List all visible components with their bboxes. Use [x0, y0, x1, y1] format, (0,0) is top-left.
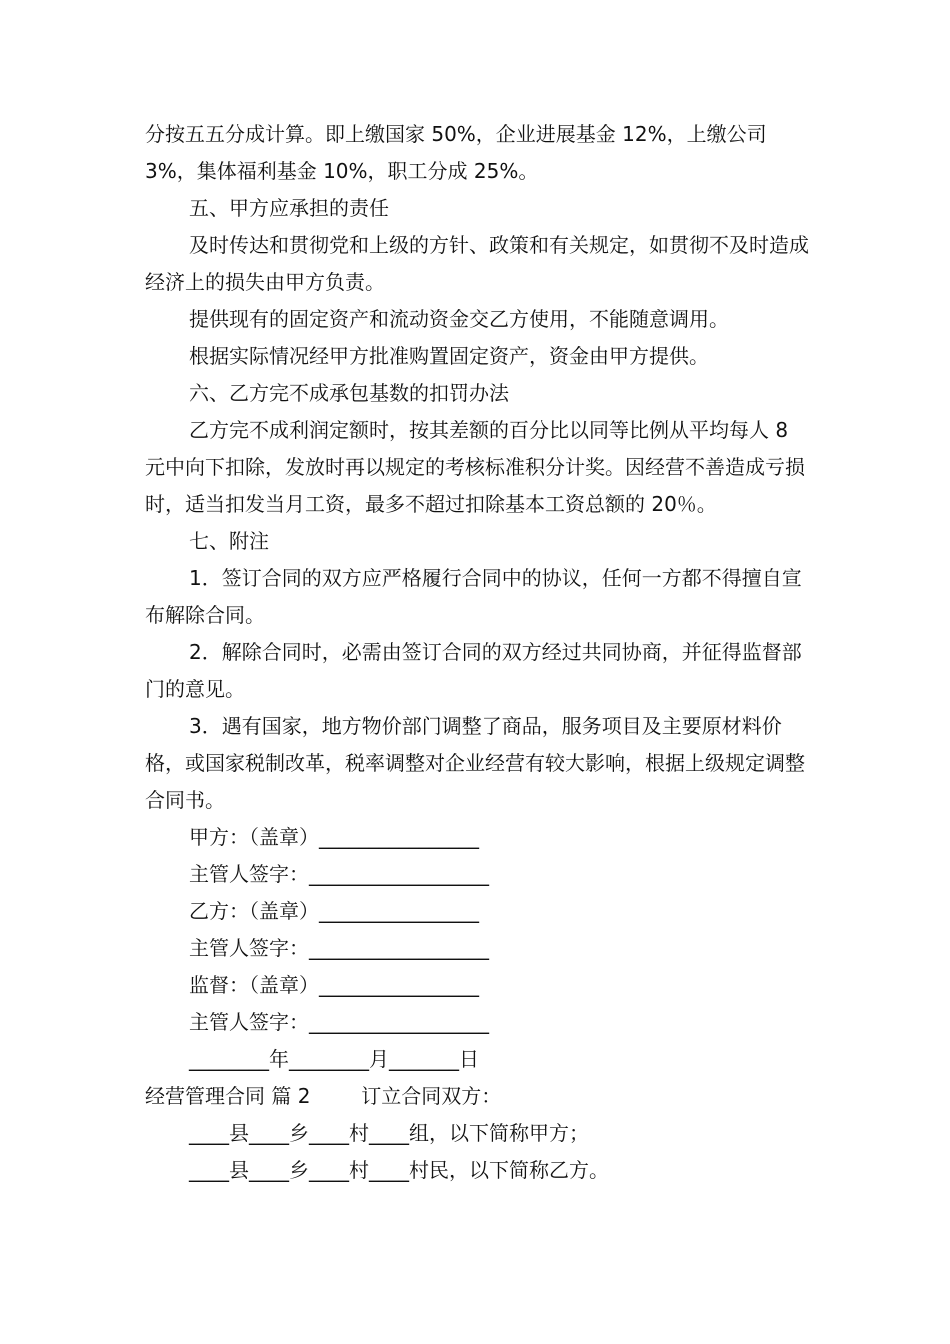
section-heading-7: 七、附注 [189, 529, 269, 553]
party-a-signer-line: 主管人签字：__________________ [189, 862, 489, 886]
paragraph-3: 提供现有的固定资产和流动资金交乙方使用，不能随意调用。 [189, 307, 729, 331]
date-line: ________年________月_______日 [189, 1047, 479, 1071]
paragraph-5: 乙方完不成利润定额时，按其差额的百分比以同等比例从平均每人 8 元中向下扣除，发放时再以规定的考核标准积分计奖。因经营不善造成亏损时，适当扣发当月工资，最多不超过扣除基本工资总额的 20％。 [145, 418, 805, 516]
party-a-definition: ____县____乡____村____组，以下简称甲方； [189, 1121, 589, 1145]
paragraph-2: 及时传达和贯彻党和上级的方针、政策和有关规定，如贯彻不及时造成经济上的损失由甲方负责。 [145, 233, 809, 294]
paragraph-1: 分按五五分成计算。即上缴国家 50%，企业进展基金 12%，上缴公司 3%，集体福利基金 10%，职工分成 25%。 [145, 122, 773, 183]
section-heading-6: 六、乙方完不成承包基数的扣罚办法 [189, 381, 509, 405]
section-heading-5: 五、甲方应承担的责任 [189, 196, 389, 220]
party-b-definition: ____县____乡____村____村民，以下简称乙方。 [189, 1158, 609, 1182]
document-page [145, 116, 810, 1189]
supervisor-signer-line: 主管人签字：__________________ [189, 1010, 489, 1034]
note-3: 3．遇有国家，地方物价部门调整了商品，服务项目及主要原材料价格，或国家税制改革，税率调整对企业经营有较大影响，根据上级规定调整合同书。 [145, 714, 805, 812]
note-1: 1．签订合同的双方应严格履行合同中的协议，任何一方都不得擅自宣布解除合同。 [145, 566, 802, 627]
note-2: 2．解除合同时，必需由签订合同的双方经过共同协商，并征得监督部门的意见。 [145, 640, 802, 701]
party-b-seal-line: 乙方：（盖章）________________ [189, 899, 479, 923]
supervisor-seal-line: 监督：（盖章）________________ [189, 973, 479, 997]
party-a-seal-line: 甲方：（盖章）________________ [189, 825, 479, 849]
contract-body [145, 116, 810, 819]
paragraph-4: 根据实际情况经甲方批准购置固定资产，资金由甲方提供。 [189, 344, 709, 368]
section-2-heading: 经营管理合同 篇 2 订立合同双方： [145, 1084, 502, 1108]
signature-block [145, 819, 810, 1078]
party-b-signer-line: 主管人签字：__________________ [189, 936, 489, 960]
